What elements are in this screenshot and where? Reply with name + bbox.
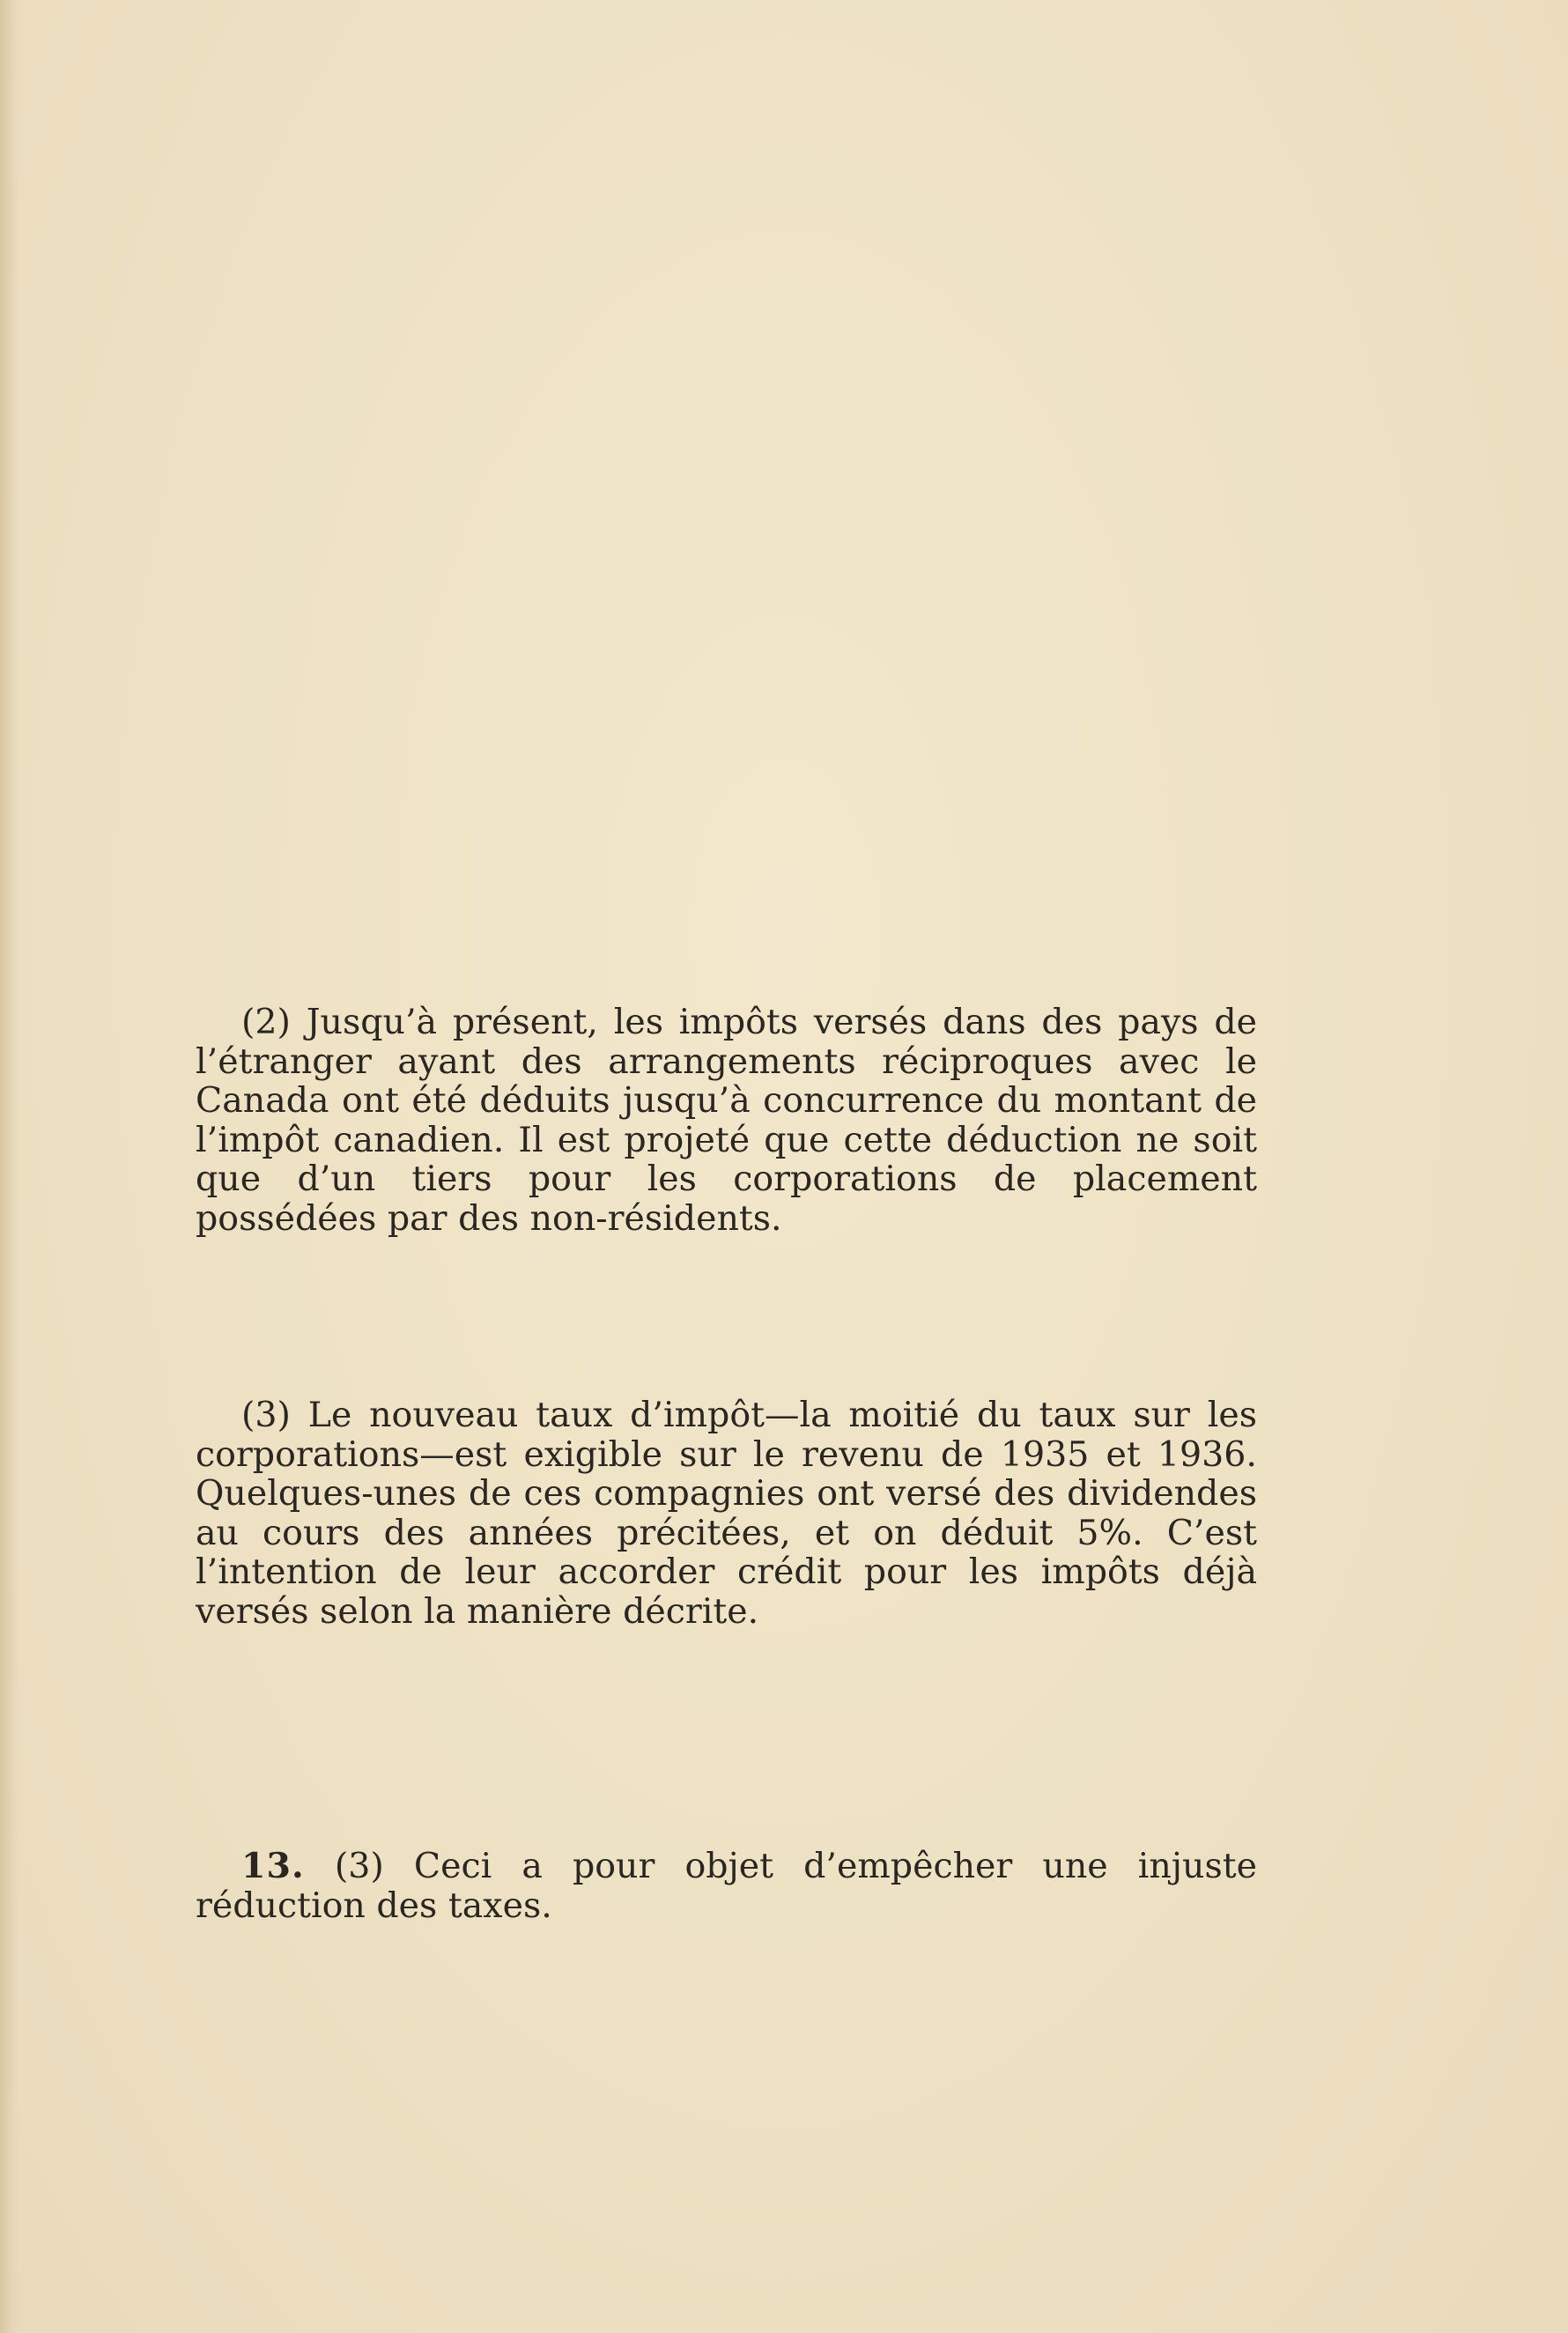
- section-number: 13.: [241, 1846, 305, 1886]
- page-binding-edge: [0, 0, 19, 2333]
- paragraph-text: (2) Jusqu’à présent, les impôts versés dans des pays de l’étranger ayant des arrangements réciproques avec le Canada ont été déduits jusqu’à concurrence du montant de l’impôt canadien. Il est projeté que cette déduction ne soit que d’un tiers pour les corporations de placement possédées par des non-résidents.: [196, 1002, 1257, 1239]
- note-paragraph-3: [196, 1396, 1257, 1631]
- paragraph-text: (3) Ceci a pour objet d’empêcher une injuste réduction des taxes.: [196, 1846, 1258, 1926]
- note-section-13: [196, 1847, 1257, 1925]
- note-paragraph-2: [196, 1003, 1257, 1238]
- paragraph-text: (3) Le nouveau taux d’impôt—la moitié du taux sur les corporations—est exigible sur le revenu de 1935 et 1936. Quelques-unes de ces compagnies ont versé des dividendes au cours des années précitées, et on déduit 5%. C’est l’intention de leur accorder crédit pour les impôts déjà versés selon la manière décrite.: [196, 1395, 1257, 1632]
